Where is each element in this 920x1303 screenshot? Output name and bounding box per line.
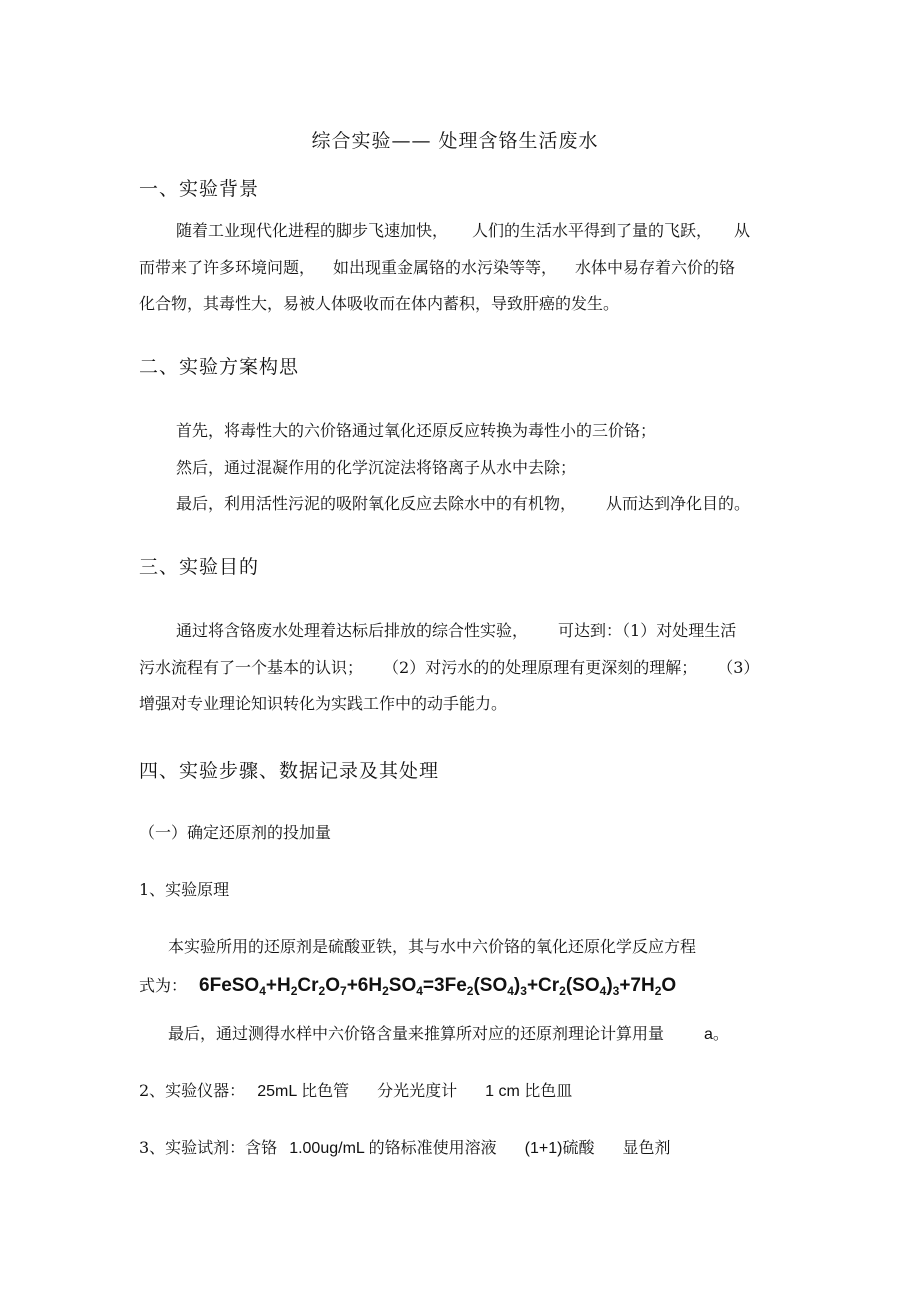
paragraph-line: 首先，将毒性大的六价铬通过氧化还原反应转换为毒性小的三价铬； (176, 421, 657, 440)
reagents-line: 3、实验试剂：含铬 1.00ug/mL 的铬标准使用溶液 (1+1)硫酸 显色剂 (139, 1138, 671, 1157)
section-heading-steps: 四、实验步骤、数据记录及其处理 (139, 760, 440, 782)
paragraph-line: 而带来了许多环境问题， 如出现重金属铬的水污染等等， 水体中易存着六价的铬 (139, 258, 736, 277)
paragraph-line: 最后，利用活性污泥的吸附氧化反应去除水中的有机物， 从而达到净化目的。 (176, 494, 751, 513)
paragraph-line: 通过将含铬废水处理着达标后排放的综合性实验， 可达到：（1）对处理生活 (176, 621, 737, 640)
subsection-heading: （一）确定还原剂的投加量 (139, 823, 332, 842)
paragraph-line: 最后，通过测得水样中六价铬含量来推算所对应的还原剂理论计算用量 a。 (168, 1024, 729, 1043)
section-heading-background: 一、实验背景 (139, 178, 260, 200)
chemical-equation: 式为： $6FeSO_4+H_2Cr_2O_7+6H_2SO_4=3Fe_2(SO_4)_3+Cr_2(SO_4)_3+7H_2O$ (139, 975, 677, 998)
paragraph-line: 本实验所用的还原剂是硫酸亚铁，其与水中六价铬的氧化还原化学反应方程 (168, 937, 697, 956)
section-heading-purpose: 三、实验目的 (139, 556, 260, 578)
paragraph-line: 随着工业现代化进程的脚步飞速加快， 人们的生活水平得到了量的飞跃， 从 (176, 221, 751, 240)
page-title: 综合实验—— 处理含铬生活废水 (311, 130, 599, 152)
instruments-line: 2、实验仪器： 25mL 比色管 分光光度计 1 cm 比色皿 (139, 1081, 573, 1100)
paragraph-line: 污水流程有了一个基本的认识； （2）对污水的的处理原理有更深刻的理解； （3） (139, 658, 760, 677)
equation-text: $6FeSO_4+H_2Cr_2O_7+6H_2SO_4=3Fe_2(SO_4)_3+Cr_2(SO_4)_3+7H_2O$ (199, 975, 677, 998)
section-heading-plan: 二、实验方案构思 (139, 356, 300, 378)
paragraph-line: 化合物，其毒性大，易被人体吸收而在体内蓄积，导致肝癌的发生。 (139, 294, 620, 313)
item-heading: 1、实验原理 (139, 880, 230, 899)
paragraph-line: 增强对专业理论知识转化为实践工作中的动手能力。 (139, 694, 508, 713)
paragraph-line: 然后，通过混凝作用的化学沉淀法将铬离子从水中去除； (176, 458, 577, 477)
